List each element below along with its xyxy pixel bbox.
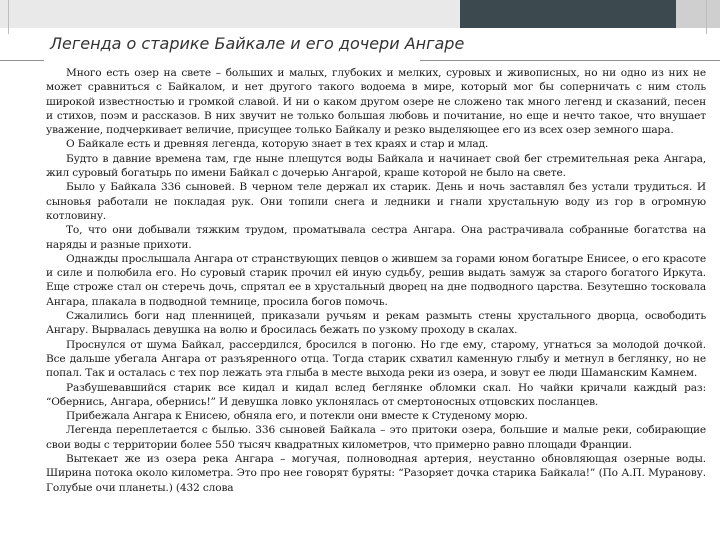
top-bar-dark-block xyxy=(460,0,676,28)
top-decorative-bar xyxy=(0,0,720,28)
paragraph: Однажды прослышала Ангара от странствующих певцов о жившем за горами юном богатыре Енисее, о его красоте и силе и полюбила его. Но суровый старик прочил ей иную судьбу, решив выдать замуж за старого богатого Иркута. Еще строже стал он стеречь дочь, спрятал ее в хрустальный дворец на дне подводного царства. Безутешно тосковала Ангара, плакала в подводной темнице, просила богов помочь. xyxy=(46,252,706,308)
slide-title: Легенда о старике Байкале и его дочери Ангаре xyxy=(50,34,465,53)
paragraph: Будто в давние времена там, где ныне плещутся воды Байкала и начинает свой бег стремительная река Ангара, жил суровый богатырь по имени Байкал с дочерью Ангарой, краше которой не было на свете. xyxy=(46,152,706,180)
paragraph: Было у Байкала 336 сыновей. В черном теле держал их старик. День и ночь заставлял без устали трудиться. И сыновья работали не покладая рук. Они топили снега и ледники и гнали хрустальную воду из гор в огромную котловину. xyxy=(46,181,706,222)
paragraph: Разбушевавшийся старик все кидал и кидал вслед беглянке обломки скал. Но чайки кричали каждый раз: “Обернись, Ангара, обернись!” И девушка ловко уклонялась от смертоносных отцовских посланцев. xyxy=(46,381,706,408)
title-rule-right xyxy=(420,60,720,61)
paragraph: Вытекает же из озера река Ангара – могучая, полноводная артерия, неустанно обновляющая озерные воды. Ширина потока около километра. Это про нее говорят буряты: “Разоряет дочка старика Байкала!” (По А.П. Муранову. Голубые очи планеты.) (432 слова xyxy=(46,453,706,494)
right-corner-line xyxy=(706,0,707,34)
paragraph: Сжалились боги над пленницей, приказали ручьям и рекам размыть стены хрустального дворца, освободить Ангару. Вырвалась девушка на волю и бросилась бежать по узкому проходу в скалах. xyxy=(46,310,706,337)
paragraph: Легенда переплетается с былью. 336 сыновей Байкала – это притоки озера, большие и малые реки, собирающие свои воды с территории более 550 тысяч квадратных километров, что примерно равно площади Франции. xyxy=(46,424,706,451)
left-corner-line xyxy=(8,0,9,34)
top-bar-light-block xyxy=(676,0,720,28)
paragraph: Прибежала Ангара к Енисею, обняла его, и потекли они вместе к Студеному морю. xyxy=(66,410,528,423)
paragraph: То, что они добывали тяжким трудом, проматывала сестра Ангара. Она растрачивала собранные богатства на наряды и разные прихоти. xyxy=(46,224,706,251)
paragraph: Проснулся от шума Байкал, рассердился, бросился в погоню. Но где ему, старому, угнаться за молодой дочкой. Все дальше убегала Ангара от разъяренного отца. Тогда старик схватил каменную глыбу и метнул в беглянку, но не попал. Так и осталась с тех пор лежать эта глыба в месте выхода реки из озера, и зовут ее люди Шаманским Камнем. xyxy=(46,338,706,380)
paragraph: О Байкале есть и древняя легенда, которую знает в тех краях и стар и млад. xyxy=(66,138,489,151)
paragraph: Много есть озер на свете – больших и малых, глубоких и мелких, суровых и живописных, но ни одно из них не может сравниться с Байкалом, и нет другого такого водоема в мире, который мог бы соперничать с ним столь широкой известностью и громкой славой. И ни о каком другом озере не сложено так много легенд и сказаний, песен и стихов, поэм и рассказов. В них звучит не только большая любовь и почитание, но еще и нечто такое, что внушает уважение, подчеркивает величие, присущее только Байкалу и резко выделяющее его из всех озер земного шара. xyxy=(46,67,706,137)
title-rule-left xyxy=(0,60,44,61)
legend-body xyxy=(46,66,706,495)
